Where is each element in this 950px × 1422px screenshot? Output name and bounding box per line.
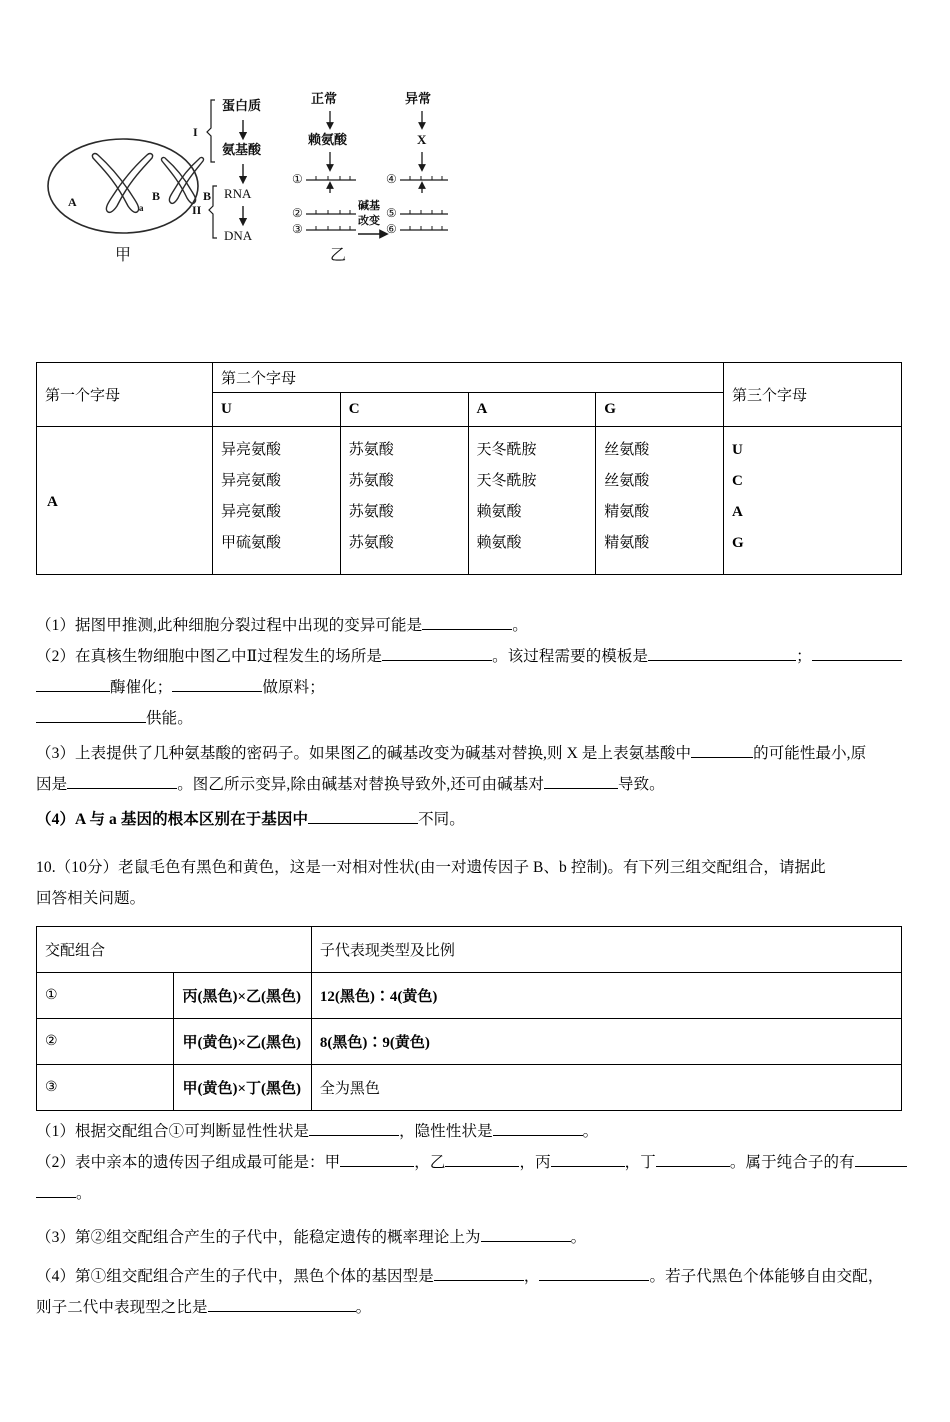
- q9-p6-text-a: 因是: [36, 776, 68, 793]
- svg-text:⑤: ⑤: [386, 206, 397, 220]
- q10-head-line1: 10.（10分）老鼠毛色有黑色和黄色，这是一对相对性状(由一对遗传因子 B、b 控制)。有下列三组交配组合，请据此: [36, 859, 826, 876]
- answer-blank[interactable]: [493, 1122, 583, 1136]
- svg-text:蛋白质: 蛋白质: [222, 98, 262, 113]
- svg-text:赖氨酸: 赖氨酸: [308, 132, 348, 147]
- third-letter-1: U: [732, 442, 743, 458]
- svg-text:I: I: [193, 125, 198, 139]
- cell-diagram-jia: [48, 139, 211, 264]
- row-number-1: ①: [37, 973, 174, 1019]
- q9-p6-text-c: 导致。: [617, 776, 665, 793]
- svg-text:DNA: DNA: [224, 228, 253, 243]
- q10-q3-a: （3）第②组交配组合产生的子代中，能稳定遗传的概率理论上为: [36, 1229, 481, 1246]
- answer-blank[interactable]: [648, 647, 796, 661]
- question9-part2-line3: [36, 703, 916, 734]
- table-row: [37, 1065, 902, 1111]
- svg-text:正常: 正常: [311, 91, 338, 106]
- svg-text:II: II: [192, 203, 202, 217]
- question10-part1: [36, 1116, 916, 1147]
- svg-text:⑥: ⑥: [386, 222, 397, 236]
- aa-U-3: 异亮氨酸: [221, 504, 282, 520]
- q9-p6-text-b: 。图乙所示变异,除由碱基对替换导致外,还可由碱基对: [177, 776, 544, 793]
- exam-page: [0, 78, 950, 1422]
- q9-p5-text-b: 的可能性最小,原: [753, 745, 867, 762]
- question9-part2-line1: [36, 641, 916, 672]
- question10-part3: [36, 1222, 916, 1253]
- svg-text:碱基: 碱基: [358, 200, 380, 212]
- answer-blank[interactable]: [36, 1184, 76, 1198]
- q9-p7-text-b: 不同。: [418, 811, 465, 828]
- svg-text:③: ③: [292, 222, 303, 236]
- codon-column-third-letter: [724, 427, 902, 575]
- svg-text:④: ④: [386, 172, 397, 186]
- svg-text:②: ②: [292, 206, 303, 220]
- q10-q2-d: ，丁: [624, 1154, 656, 1171]
- q9-p2-text-c: ；: [796, 648, 812, 665]
- answer-blank[interactable]: [434, 1267, 524, 1281]
- q9-p1-text-b: 。: [512, 617, 528, 634]
- table-row: [37, 1019, 902, 1065]
- answer-blank[interactable]: [36, 709, 146, 723]
- question9-part3-line1: [36, 738, 916, 769]
- header-first-letter: 第一个字母: [37, 363, 213, 427]
- svg-text:氨基酸: 氨基酸: [222, 142, 262, 157]
- question9-part3-line2: [36, 769, 916, 800]
- row-cross-2: 甲(黄色)×乙(黑色): [174, 1019, 311, 1065]
- svg-text:a: a: [139, 203, 144, 213]
- q10-q4-d: 则子二代中表现型之比是: [36, 1299, 208, 1316]
- answer-blank[interactable]: [36, 678, 110, 692]
- biology-diagram: [0, 78, 950, 278]
- aa-A-1: 天冬酰胺: [476, 442, 537, 458]
- first-letter-A: A: [37, 427, 213, 575]
- row-number-2: ②: [37, 1019, 174, 1065]
- q10-q1-a: （1）根据交配组合①可判断显性性状是: [36, 1123, 310, 1140]
- header-second-letter: 第二个字母: [213, 363, 724, 393]
- third-letter-2: C: [732, 473, 743, 489]
- question10-part2-line1: [36, 1147, 916, 1178]
- header-third-letter: 第三个字母: [724, 363, 902, 427]
- question10-part4-line1: [36, 1261, 916, 1292]
- aa-C-1: 苏氨酸: [348, 442, 394, 458]
- mating-table-header-row: [37, 927, 902, 973]
- q9-p2-text-a: （2）在真核生物细胞中图乙中Ⅱ过程发生的场所是: [36, 648, 383, 665]
- second-letter-C: C: [340, 393, 468, 427]
- third-letter-4: G: [732, 535, 744, 551]
- answer-blank[interactable]: [445, 1153, 519, 1167]
- q9-p5-text-a: （3）上表提供了几种氨基酸的密码子。如果图乙的碱基改变为碱基对替换,则 X 是上表氨基酸中: [36, 745, 692, 762]
- answer-blank[interactable]: [481, 1228, 571, 1242]
- svg-text:A: A: [68, 195, 77, 209]
- row-cross-1: 丙(黑色)×乙(黑色): [174, 973, 311, 1019]
- question10-stem: [36, 852, 916, 914]
- q9-p4-text-a: 供能。: [146, 710, 193, 727]
- second-letter-A: A: [468, 393, 596, 427]
- row-cross-3: 甲(黄色)×丁(黑色): [174, 1065, 311, 1111]
- answer-blank[interactable]: [208, 1298, 356, 1312]
- answer-blank[interactable]: [67, 775, 177, 789]
- q9-p3-text-a: 酶催化；: [110, 679, 173, 696]
- aa-C-3: 苏氨酸: [348, 504, 394, 520]
- q10-q1-c: 。: [582, 1123, 599, 1140]
- svg-text:B: B: [203, 189, 212, 203]
- aa-A-3: 赖氨酸: [476, 504, 522, 520]
- svg-text:B: B: [152, 189, 161, 203]
- svg-text:乙: 乙: [330, 247, 347, 264]
- row-offspring-1: 12(黑色)∶4(黄色): [311, 973, 901, 1019]
- answer-blank[interactable]: [308, 810, 418, 824]
- answer-blank[interactable]: [656, 1153, 730, 1167]
- q10-head-line2: 回答相关问题。: [36, 890, 146, 907]
- answer-blank[interactable]: [172, 678, 262, 692]
- q10-q2-a: （2）表中亲本的遗传因子组成最可能是：甲: [36, 1154, 341, 1171]
- table-row: [37, 973, 902, 1019]
- aa-U-4: 甲硫氨酸: [221, 535, 282, 551]
- codon-column-G: [596, 427, 724, 575]
- aa-G-1: 丝氨酸: [604, 442, 650, 458]
- svg-text:X: X: [417, 132, 427, 147]
- q9-p7-text-a: （4）A 与 a 基因的根本区别在于基因中: [36, 811, 309, 828]
- codon-table-body-row: [37, 427, 902, 575]
- q10-q2-b: ，乙: [414, 1154, 446, 1171]
- q10-q4-a: （4）第①组交配组合产生的子代中，黑色个体的基因型是: [36, 1268, 434, 1285]
- diagram-svg: [40, 78, 460, 268]
- aa-G-3: 精氨酸: [604, 504, 650, 520]
- answer-blank[interactable]: [544, 775, 618, 789]
- question9-part1: [36, 610, 916, 641]
- aa-U-2: 异亮氨酸: [221, 473, 282, 489]
- q10-q4-b: ，: [523, 1268, 540, 1285]
- codon-column-C: [340, 427, 468, 575]
- row-offspring-2: 8(黑色)∶9(黄色): [311, 1019, 901, 1065]
- central-dogma-chain: [192, 98, 262, 243]
- q10-q1-b: ，隐性性状是: [399, 1123, 493, 1140]
- answer-blank[interactable]: [691, 744, 753, 758]
- q9-p3-text-b: 做原料；: [262, 679, 325, 696]
- aa-C-2: 苏氨酸: [348, 473, 394, 489]
- q10-q2-c: ，丙: [519, 1154, 551, 1171]
- svg-text:改变: 改变: [358, 215, 380, 227]
- second-letter-U: U: [213, 393, 341, 427]
- svg-text:RNA: RNA: [224, 186, 252, 201]
- answer-blank[interactable]: [382, 647, 492, 661]
- aa-A-4: 赖氨酸: [476, 535, 522, 551]
- aa-A-2: 天冬酰胺: [476, 473, 537, 489]
- row-offspring-3: 全为黑色: [311, 1065, 901, 1111]
- q9-p2-text-b: 。该过程需要的模板是: [492, 648, 649, 665]
- codon-column-A: [468, 427, 596, 575]
- question10-part4-line2: [36, 1292, 916, 1323]
- answer-blank[interactable]: [855, 1153, 907, 1167]
- header-mating-combination: 交配组合: [37, 927, 312, 973]
- q10-q4-c: 。若子代黑色个体能够自由交配，: [649, 1268, 884, 1285]
- aa-U-1: 异亮氨酸: [221, 442, 282, 458]
- codon-column-U: [213, 427, 341, 575]
- answer-blank[interactable]: [551, 1153, 625, 1167]
- mating-combination-table: [36, 926, 902, 1111]
- svg-text:①: ①: [292, 172, 303, 186]
- answer-blank[interactable]: [539, 1267, 649, 1281]
- q10-q2-f: 。: [76, 1185, 92, 1202]
- question10-part2-line2: [36, 1178, 916, 1209]
- codon-table: [36, 362, 902, 575]
- aa-G-2: 丝氨酸: [604, 473, 650, 489]
- svg-text:异常: 异常: [405, 91, 432, 106]
- codon-table-header-row-1: [37, 363, 902, 393]
- q10-q2-e: 。属于纯合子的有: [729, 1154, 855, 1171]
- aa-C-4: 苏氨酸: [348, 535, 394, 551]
- question9-part2-line2: [36, 672, 916, 703]
- answer-blank[interactable]: [422, 616, 512, 630]
- q9-p1-text-a: （1）据图甲推测,此种细胞分裂过程中出现的变异可能是: [36, 617, 423, 634]
- answer-blank[interactable]: [812, 647, 902, 661]
- svg-text:甲: 甲: [115, 247, 132, 264]
- answer-blank[interactable]: [309, 1122, 399, 1136]
- aa-G-4: 精氨酸: [604, 535, 650, 551]
- row-number-3: ③: [37, 1065, 174, 1111]
- second-letter-G: G: [596, 393, 724, 427]
- q10-q4-e: 。: [355, 1299, 372, 1316]
- header-offspring-ratio: 子代表现类型及比例: [311, 927, 901, 973]
- mutation-diagram-yi: [292, 91, 448, 264]
- third-letter-3: A: [732, 504, 743, 520]
- answer-blank[interactable]: [340, 1153, 414, 1167]
- q10-q3-b: 。: [570, 1229, 587, 1246]
- question9-part4: [36, 804, 916, 835]
